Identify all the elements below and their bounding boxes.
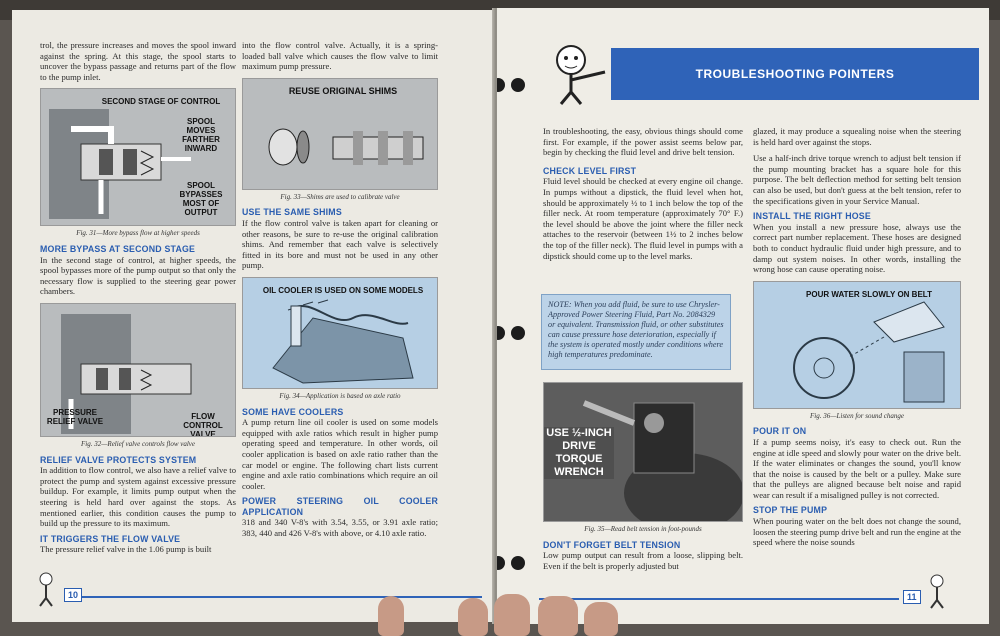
left-column-1 xyxy=(40,40,236,555)
binder-hole xyxy=(497,78,505,92)
fig33-label: REUSE ORIGINAL SHIMS xyxy=(288,85,398,96)
binder-hole xyxy=(511,556,525,570)
more-bypass-text: In the second stage of control, at higher speeds, the spool bypasses more of the pump output so that only the necessary flow is supplied to the steering gear power chambers. xyxy=(40,254,236,297)
fig31-label-spool-moves: SPOOL MOVES FARTHER INWARD xyxy=(182,117,220,154)
heading-belt-tension: DON'T FORGET BELT TENSION xyxy=(543,539,681,550)
heading-stop-pump: STOP THE PUMP xyxy=(753,505,828,516)
heading-more-bypass: MORE BYPASS AT SECOND STAGE xyxy=(40,243,196,254)
figure-36 xyxy=(753,281,961,409)
install-hose-text: When you install a new pressure hose, always use the correct part number replacement. These hoses are designed both to conduct hydraulic fluid under high pressure, and to damp out system noises. In other words, installing the wrong hose can cause operating noise. xyxy=(753,221,961,275)
fig35-label: USE ½-INCH DRIVE TORQUE WRENCH xyxy=(544,427,614,479)
page-number: 11 xyxy=(903,590,921,604)
right-column-2 xyxy=(753,126,961,548)
right-page xyxy=(497,8,989,624)
page-number: 10 xyxy=(64,588,82,602)
right-column-1 xyxy=(543,126,743,261)
fig32-caption: Fig. 32—Relief valve controls flow valve xyxy=(80,439,196,448)
fig34-label: OIL COOLER IS USED ON SOME MODELS xyxy=(262,285,424,295)
belt-tension-text: Low pump output can result from a loose, slipping belt. Even if the belt is properly adjusted but xyxy=(543,550,743,571)
same-shims-text: If the flow control valve is taken apart for cleaning or other reasons, be sure to re-use the original calibration shims. And remember that each valve is selectively fitted in its bore and must not be used in any other pump. xyxy=(242,217,438,271)
binder-hole xyxy=(511,326,525,340)
figure-31 xyxy=(40,88,236,226)
mascot-pointing-icon xyxy=(547,42,607,106)
heading-pour-it-on: POUR IT ON xyxy=(753,426,807,437)
figure-33 xyxy=(242,78,438,190)
intro-paragraph: trol, the pressure increases and moves the spool inward against the spring. At this stage, the spool starts to uncover the bypass passage and returns part of the flow to the pump inlet. xyxy=(40,40,236,82)
finger xyxy=(494,594,530,636)
fig32-label-pressure-relief: PRESSURE RELIEF VALVE xyxy=(46,407,104,426)
pour-water-icon xyxy=(754,282,961,409)
heading-relief-valve: RELIEF VALVE PROTECTS SYSTEM xyxy=(40,454,197,465)
finger xyxy=(458,598,488,636)
footer-rule xyxy=(82,596,482,598)
section-banner: TROUBLESHOOTING POINTERS xyxy=(611,48,979,100)
binder-hole xyxy=(511,78,525,92)
fig32-label-flow-control: FLOW CONTROL VALVE xyxy=(183,411,223,437)
figure-34 xyxy=(242,277,438,389)
col2-intro-paragraph: into the flow control valve. Actually, it is a spring-loaded ball valve which causes the flow valve to limit maximum pump pressure. xyxy=(242,40,438,72)
fluid-note-box: NOTE: When you add fluid, be sure to use Chrysler-Approved Power Steering Fluid, Part No. 2084329 or equivalent. Transmission fluid, or other substitutes can cause pressure hose deterioration, especially if the system is operated mostly under conditions where high temperatures predominate. xyxy=(541,294,731,370)
figure-32 xyxy=(40,303,236,437)
fig31-label-spool-bypasses: SPOOL BYPASSES MOST OF OUTPUT xyxy=(179,181,223,218)
left-column-2 xyxy=(242,40,438,539)
fig34-caption: Fig. 34—Application is based on axle ratio xyxy=(279,391,401,400)
fig36-label: POUR WATER SLOWLY ON BELT xyxy=(806,289,932,299)
footer-rule xyxy=(539,598,899,600)
relief-valve-text: In addition to flow control, we also have a relief valve to protect the pump and system against excessive pressure buildup. For example, it limits pump output when the steering is held hard over against the stops. As mentioned earlier, this condition causes the pump to build up the pressure to its maximum. xyxy=(40,465,236,529)
torque-wrench-text: Use a half-inch drive torque wrench to adjust belt tension if the pump mounting bracket has a square hole for this purpose. The belt deflection method for setting belt tension can also be used, but don't guess at the belt tension, refer to the specifications given in your Service Manual. xyxy=(753,153,961,206)
triggers-text: The pressure relief valve in the 1.06 pump is built xyxy=(40,544,212,555)
heading-cooler-application: POWER STEERING OIL COOLER APPLICATION xyxy=(242,496,438,517)
mascot-icon xyxy=(36,572,56,608)
left-page xyxy=(12,10,496,622)
mascot-icon xyxy=(927,574,947,610)
heading-triggers: IT TRIGGERS THE FLOW VALVE xyxy=(40,533,181,544)
heading-install-hose: INSTALL THE RIGHT HOSE xyxy=(753,211,871,222)
fig31-caption: Fig. 31—More bypass flow at higher speeds xyxy=(76,229,200,238)
some-coolers-text: A pump return line oil cooler is used on some models equipped with axle ratios which result in higher pump operating speed and temperature. In other words, oil cooler application is based on axle ratio rather than the car model or engine. The following chart lists current engine and axle ratio combinations which require an oil cooler. xyxy=(242,417,438,491)
fig33-caption: Fig. 33—Shims are used to calibrate valve xyxy=(280,192,400,201)
fig31-label-stage: SECOND STAGE OF CONTROL xyxy=(101,97,221,107)
finger xyxy=(378,596,404,636)
cooler-application-text: 318 and 340 V-8's with 3.54, 3.55, or 3.91 axle ratio; 383, 440 and 426 V-8's with above, or 4.10 axle ratio. xyxy=(242,517,438,539)
heading-check-level: CHECK LEVEL FIRST xyxy=(543,165,637,176)
figure-35 xyxy=(543,382,743,522)
glazed-belt-text: glazed, it may produce a squealing noise when the steering is held hard over against the stops. xyxy=(753,126,961,147)
finger xyxy=(584,602,618,636)
heading-same-shims: USE THE SAME SHIMS xyxy=(242,207,342,218)
fig35-caption: Fig. 35—Read belt tension in foot-pounds xyxy=(584,525,702,533)
heading-some-coolers: SOME HAVE COOLERS xyxy=(242,406,344,417)
check-level-text: Fluid level should be checked at every engine oil change. In pumps without a dipstick, the fluid level when hot, should be approximately ½ to 1 inch below the top of the filler neck. At room temperature (approximately 70° F.) the level should be above the joint where the filler neck attaches to the reservoir (between 1½ to 2 inches below the top of the filler neck). The fluid level in pumps with a dipstick should come up to the level marks. xyxy=(543,176,743,261)
finger xyxy=(538,596,578,636)
stop-pump-text: When pouring water on the belt does not change the sound, loosen the steering pump drive belt and run the engine at the speed where the noise sounds xyxy=(753,516,961,548)
pour-it-on-text: If a pump seems noisy, it's easy to check out. Run the engine at idle speed and slowly pour water on the drive belt. If the water eliminates or changes the sound, you'll know that the noise is caused by the belt or a pulley. Make sure that the pulleys are aligned because belt noise and rapid wear can result if a misaligned pulley is not corrected. xyxy=(753,436,961,500)
right-column-1-lower xyxy=(543,382,743,571)
troubleshooting-intro: In troubleshooting, the easy, obvious things should come first. For example, if the power assist seems below par, begin by checking the fluid level and drive belt tension. xyxy=(543,126,743,158)
binder-hole xyxy=(497,326,505,340)
fig36-caption: Fig. 36—Listen for sound change xyxy=(810,411,904,420)
binder-hole xyxy=(497,556,505,570)
